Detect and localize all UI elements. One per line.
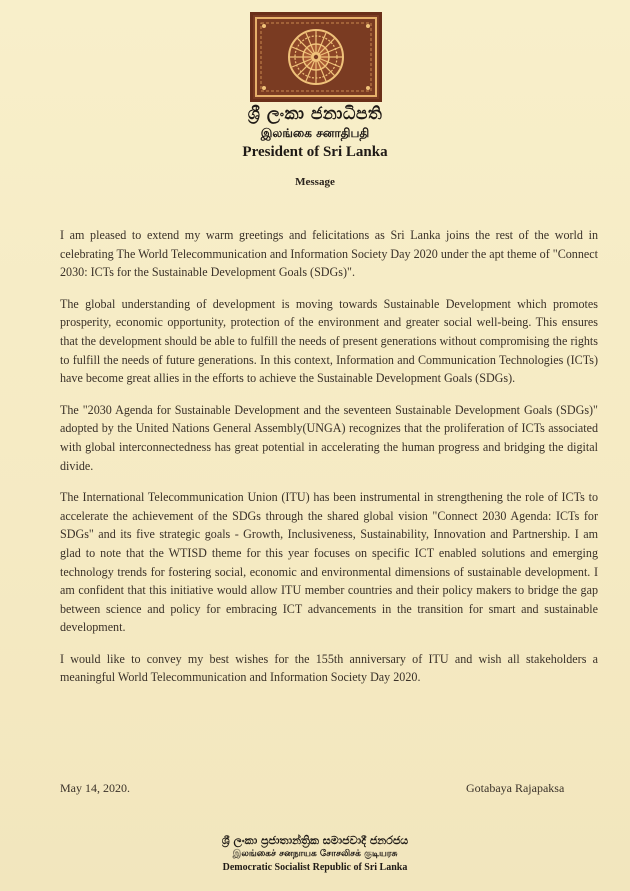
letter-footer: [0, 833, 630, 874]
dharma-chakra-emblem-icon: [250, 12, 382, 102]
message-paragraph-4: The International Telecommunication Union (ITU) has been instrumental in strengthening the role of ICTs to accelerate the achievement of the SDGs through the shared global vision "Connect 2030 Agenda: ICTs for SDGs" and its five strategic goals - Growth, Inclusiveness, Sustainability, Innovation and Partnership. I am glad to note that the WTISD theme for this year focuses on specific ICT enabled solutions and emerging technology trends for fostering social, economic and environmental dimensions of sustainable development. I am confident that this initiative would allow ITU member countries and their policy makers to bridge the gap between science and policy for embracing ICT advancements in the transition for smart and sustainable development.: [60, 490, 598, 635]
footer-tamil: இலங்கைச் சனநாயக சோசலிசக் குடியரசு: [232, 849, 398, 859]
document-type-label: Message: [295, 176, 335, 188]
message-paragraph-3: The "2030 Agenda for Sustainable Development and the seventeen Sustainable Development Goals (SDGs)" adopted by the United Nations General Assembly(UNGA) recognizes that the proliferation of ICTs associated with global interconnectedness has great potential in accelerating the human progress and bridging the digital divide.: [60, 402, 598, 473]
signatory-name: Gotabaya Rajapaksa: [466, 781, 565, 795]
letterhead: [0, 104, 630, 162]
message-paragraph-2: The global understanding of development is moving towards Sustainable Development which promotes prosperity, economic opportunity, protection of the environment and greater social well-being. This ensures that the development should be able to fulfill the needs of present generations without compromising the rights to fulfill the needs of future generations. In this context, Information and Communication Technologies (ICTs) have become great allies in the efforts to achieve the Sustainable Development Goals (SDGs).: [60, 296, 598, 386]
footer-english: Democratic Socialist Republic of Sri Lanka: [222, 862, 408, 873]
letterhead-sinhala-title: ශ්‍රී ලංකා ජනාධිපති: [247, 104, 383, 124]
message-date: May 14, 2020.: [60, 781, 130, 795]
message-paragraph-5: I would like to convey my best wishes for the 155th anniversary of ITU and wish all stakeholders a meaningful World Telecommunication and Information Society Day 2020.: [60, 651, 598, 685]
letterhead-tamil-title: இலங்கை சனாதிபதி: [260, 126, 370, 140]
letterhead-english-title: President of Sri Lanka: [242, 144, 388, 160]
message-paragraph-1: I am pleased to extend my warm greetings and felicitations as Sri Lanka joins the rest of the world in celebrating The World Telecommunication and Information Society Day 2020 under the apt theme of "Connect 2030: ICTs for the Sustainable Development Goals (SDGs)".: [60, 228, 598, 280]
message-body: [60, 226, 598, 700]
footer-sinhala: ශ්‍රී ලංකා ප්‍රජාතාන්ත්‍රික සමාජවාදී ජනරජය: [221, 834, 409, 847]
